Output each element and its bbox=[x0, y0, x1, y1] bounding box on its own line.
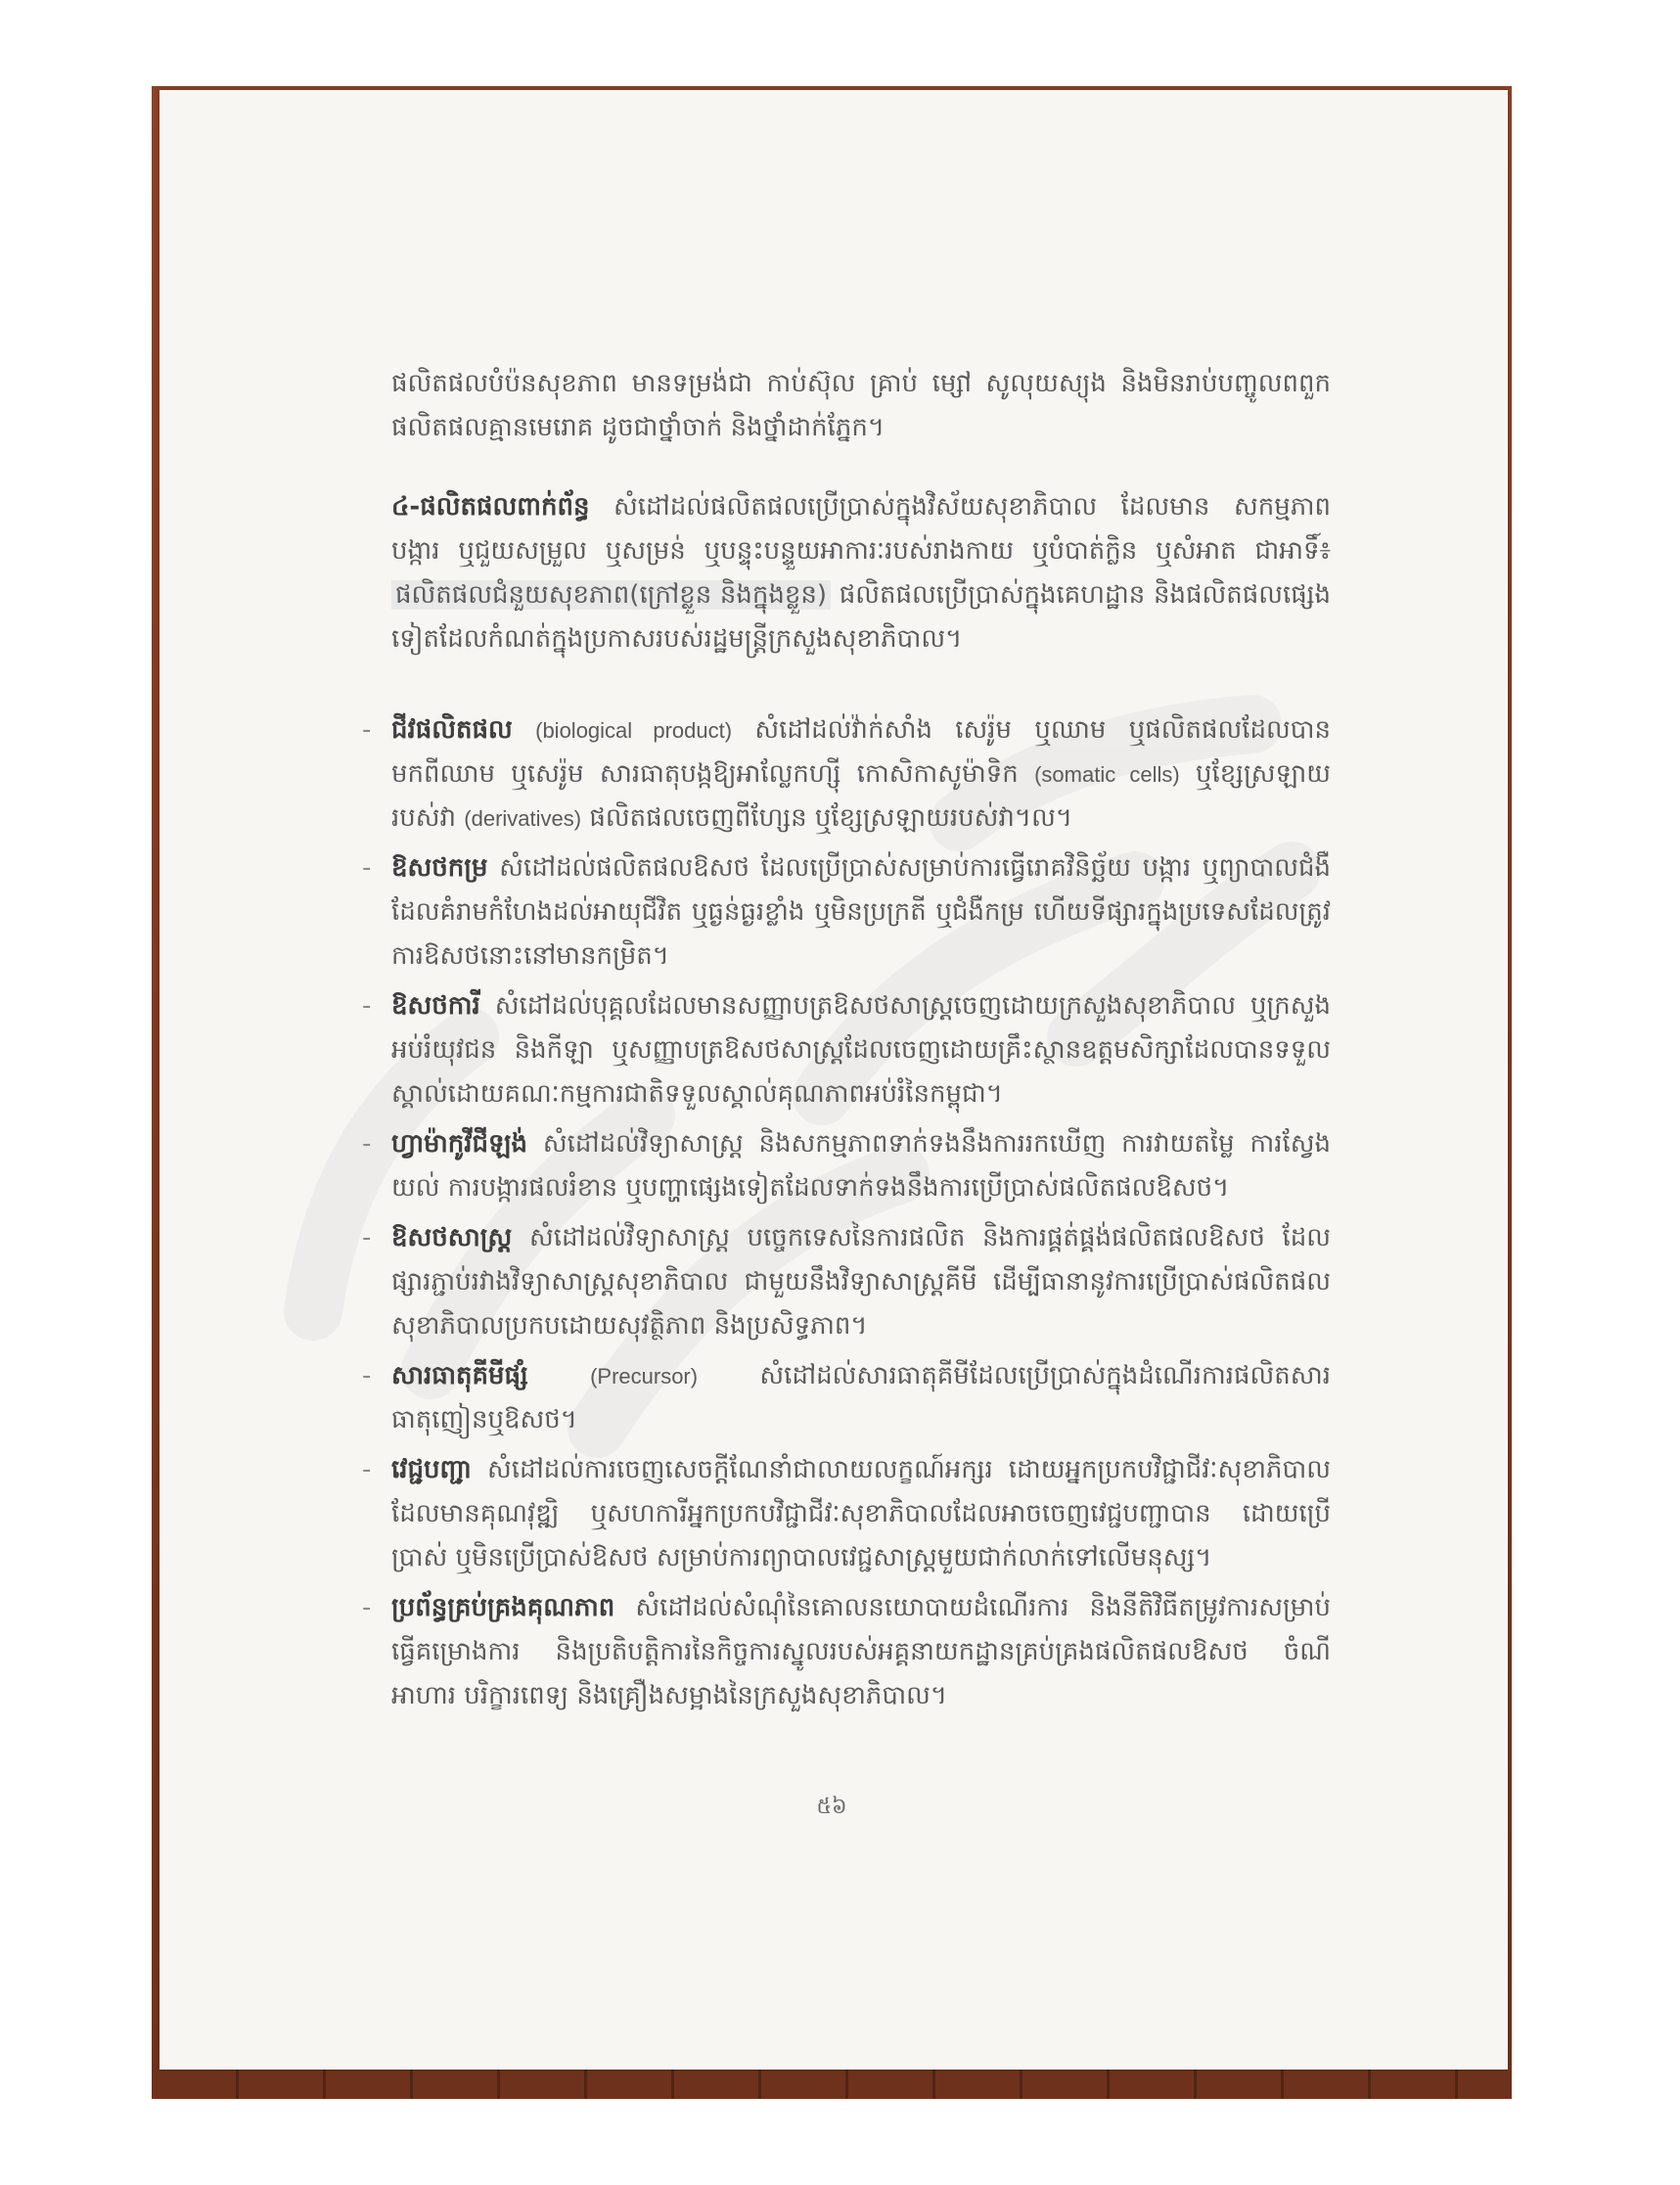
document-body bbox=[362, 362, 1332, 1724]
definition-latin-term: (Precursor) bbox=[590, 1364, 699, 1388]
bullet-dash: - bbox=[362, 1593, 372, 1622]
definition-term: ហ្វាម៉ាកូវីជីឡង់ bbox=[391, 1129, 528, 1159]
definition-pharmacy bbox=[362, 1216, 1331, 1348]
term-related-products: ៤-ផលិតផលពាក់ព័ន្ធ bbox=[391, 492, 590, 522]
bullet-dash: - bbox=[362, 1361, 372, 1390]
definition-text: សំដៅដល់បុគ្គលដែលមានសញ្ញាបត្រឱសថសាស្ត្រចេញដោយក្រសួងសុខាភិបាល ឬក្រសួងអប់រំយុវជន និងកីឡា ឬសញ្ញាបត្រឱសថសាស្ត្រដែលចេញដោយគ្រឹះស្ថានឧត្តមសិក្សាដែលបានទទួលស្គាល់ដោយគណៈកម្មការជាតិទទួលស្គាល់គុណភាពអប់រំនៃកម្ពុជា។ bbox=[391, 991, 1331, 1109]
definitions-list bbox=[362, 708, 1332, 1718]
floor-seams bbox=[152, 2070, 1512, 2099]
definition-biological-product bbox=[362, 708, 1332, 841]
definition-precursor bbox=[362, 1354, 1331, 1442]
definition-term: ឱសថកម្រ bbox=[391, 853, 488, 883]
definition-orphan-drug bbox=[362, 846, 1331, 979]
bullet-dash: - bbox=[362, 1455, 372, 1484]
definition-text: សំដៅដល់ផលិតផលឱសថ ដែលប្រើប្រាស់សម្រាប់ការធ្វើរោគវិនិច្ឆ័យ បង្ការ ឬព្យាបាលជំងឺដែលគំរាមកំហែងដល់អាយុជីវិត ឬធ្ងន់ធ្ងរខ្លាំង ឬមិនប្រក្រតី ឬជំងឺកម្រ ហើយទីផ្សារក្នុងប្រទេសដែលត្រូវការឱសថនោះនៅមានកម្រិត។ bbox=[391, 853, 1331, 971]
definition-term: ឱសថការី bbox=[391, 991, 480, 1021]
related-products-text-b: ផលិតផលប្រើប្រាស់ក្នុងគេហដ្ឋាន និងផលិតផលផ្សេងទៀតដែលកំណត់ក្នុងប្រកាសរបស់រដ្ឋមន្ត្រីក្រសួងសុខាភិបាល។ bbox=[391, 580, 1331, 654]
definition-text: សំដៅដល់សំណុំនៃគោលនយោបាយដំណើរការ និងនីតិវិធីតម្រូវការសម្រាប់ធ្វើគម្រោងការ និងប្រតិបត្តិការនៃកិច្ចការស្នូលរបស់អគ្គនាយកដ្ឋានគ្រប់គ្រងផលិតផលឱសថ ចំណីអាហារ បរិក្ខារពេទ្យ និងគ្រឿងសម្អាងនៃក្រសួងសុខាភិបាល។ bbox=[391, 1593, 1331, 1710]
definition-latin-somatic: (somatic cells) bbox=[1034, 762, 1180, 787]
related-products-highlight: ផលិតផលជំនួយសុខភាព(ក្រៅខ្លួន និងក្នុងខ្លួន) bbox=[391, 580, 831, 610]
paragraph-intro-text: ផលិតផលបំប៉នសុខភាព មានទម្រង់ជា កាប់ស៊ុល គ្រាប់ ម្សៅ សូលុយស្យុង និងមិនរាប់បញ្ចូលពពួកផលិតផលគ្មានមេរោគ ដូចជាថ្នាំចាក់ និងថ្នាំដាក់ភ្នែក។ bbox=[391, 369, 1331, 442]
definition-text: សំដៅដល់ការចេញសេចក្តីណែនាំជាលាយលក្ខណ៍អក្សរ ដោយអ្នកប្រកបវិជ្ជាជីវៈសុខាភិបាលដែលមានគុណវុឌ្ឍិ ឬសហការីអ្នកប្រកបវិជ្ជាជីវៈសុខាភិបាលដែលអាចចេញវេជ្ជបញ្ជាបាន ដោយប្រើប្រាស់ ឬមិនប្រើប្រាស់ឱសថ សម្រាប់ការព្យាបាលវេជ្ជសាស្ត្រមួយជាក់លាក់ទៅលើមនុស្ស។ bbox=[391, 1455, 1331, 1572]
bullet-dash: - bbox=[362, 853, 372, 883]
paragraph-related-products bbox=[391, 485, 1331, 661]
bullet-dash: - bbox=[362, 1129, 372, 1159]
bullet-dash: - bbox=[362, 715, 372, 745]
definition-term: ជីវផលិតផល bbox=[391, 715, 513, 745]
definition-text: សំដៅដល់សារធាតុគីមីដែលប្រើប្រាស់ក្នុងដំណើរការផលិតសារធាតុញៀនឬឱសថ។ bbox=[391, 1361, 1331, 1434]
definition-term: ឱសថសាស្ត្រ bbox=[391, 1223, 513, 1252]
definition-term: វេជ្ជបញ្ជា bbox=[391, 1455, 473, 1484]
definition-text: សំដៅដល់វ៉ាក់សាំង សេរ៉ូម ឬឈាម ឬផលិតផលដែលបានមកពីឈាម ឬសេរ៉ូម សារធាតុបង្កឱ្យអាល្លែកហ្ស៊ី កោសិកាសូម៉ាទិក bbox=[391, 715, 1332, 789]
definition-latin-derivatives: (derivatives) bbox=[464, 806, 582, 831]
definition-text-c: ផលិតផលចេញពីហ្សែន ឬខ្សែស្រឡាយរបស់វា។ល។ bbox=[581, 803, 1072, 833]
bullet-dash: - bbox=[362, 1223, 372, 1252]
definition-prescription bbox=[362, 1448, 1331, 1580]
related-products-text-a: សំដៅដល់ផលិតផលប្រើប្រាស់ក្នុងវិស័យសុខាភិបាល ដែលមាន សកម្មភាព បង្ការ ឬជួយសម្រួល ឬសម្រន់ ឬបន្ទុះបន្ទួយអាការៈរបស់រាងកាយ ឬបំបាត់ក្លិន ឬសំអាត ជាអាទិ៍៖ bbox=[391, 492, 1331, 566]
definition-pharmacovigilance bbox=[362, 1122, 1331, 1210]
definition-text: សំដៅដល់វិទ្យាសាស្ត្រ បច្ចេកទេសនៃការផលិត និងការផ្គត់ផ្គង់ផលិតផលឱសថ ដែលផ្សារភ្ជាប់រវាងវិទ្យាសាស្ត្រសុខាភិបាល ជាមួយនឹងវិទ្យាសាស្ត្រគីមី ដើម្បីធានានូវការប្រើប្រាស់ផលិតផលសុខាភិបាលប្រកបដោយសុវត្ថិភាព និងប្រសិទ្ធភាព។ bbox=[391, 1223, 1331, 1341]
bullet-dash: - bbox=[362, 991, 372, 1021]
page-number: ៥៦ bbox=[816, 1795, 847, 1819]
definition-text: សំដៅដល់វិទ្យាសាស្ត្រ និងសកម្មភាពទាក់ទងនឹងការរកឃើញ ការវាយតម្លៃ ការស្វែងយល់ ការបង្ការផលរំខាន ឬបញ្ហាផ្សេងទៀតដែលទាក់ទងនឹងការប្រើប្រាស់ផលិតផលឱសថ។ bbox=[391, 1129, 1331, 1203]
definition-quality-management-system bbox=[362, 1586, 1331, 1718]
definition-term: ប្រព័ន្ធគ្រប់គ្រងគុណភាព bbox=[391, 1593, 615, 1622]
definition-latin-term: (biological product) bbox=[535, 718, 733, 743]
definition-pharmacist bbox=[362, 984, 1331, 1116]
paragraph-intro bbox=[391, 362, 1331, 450]
definition-text-b: ឬខ្សែស្រឡាយរបស់វា bbox=[391, 759, 1332, 833]
definition-term: សារធាតុគីមីផ្សំ bbox=[391, 1361, 528, 1390]
